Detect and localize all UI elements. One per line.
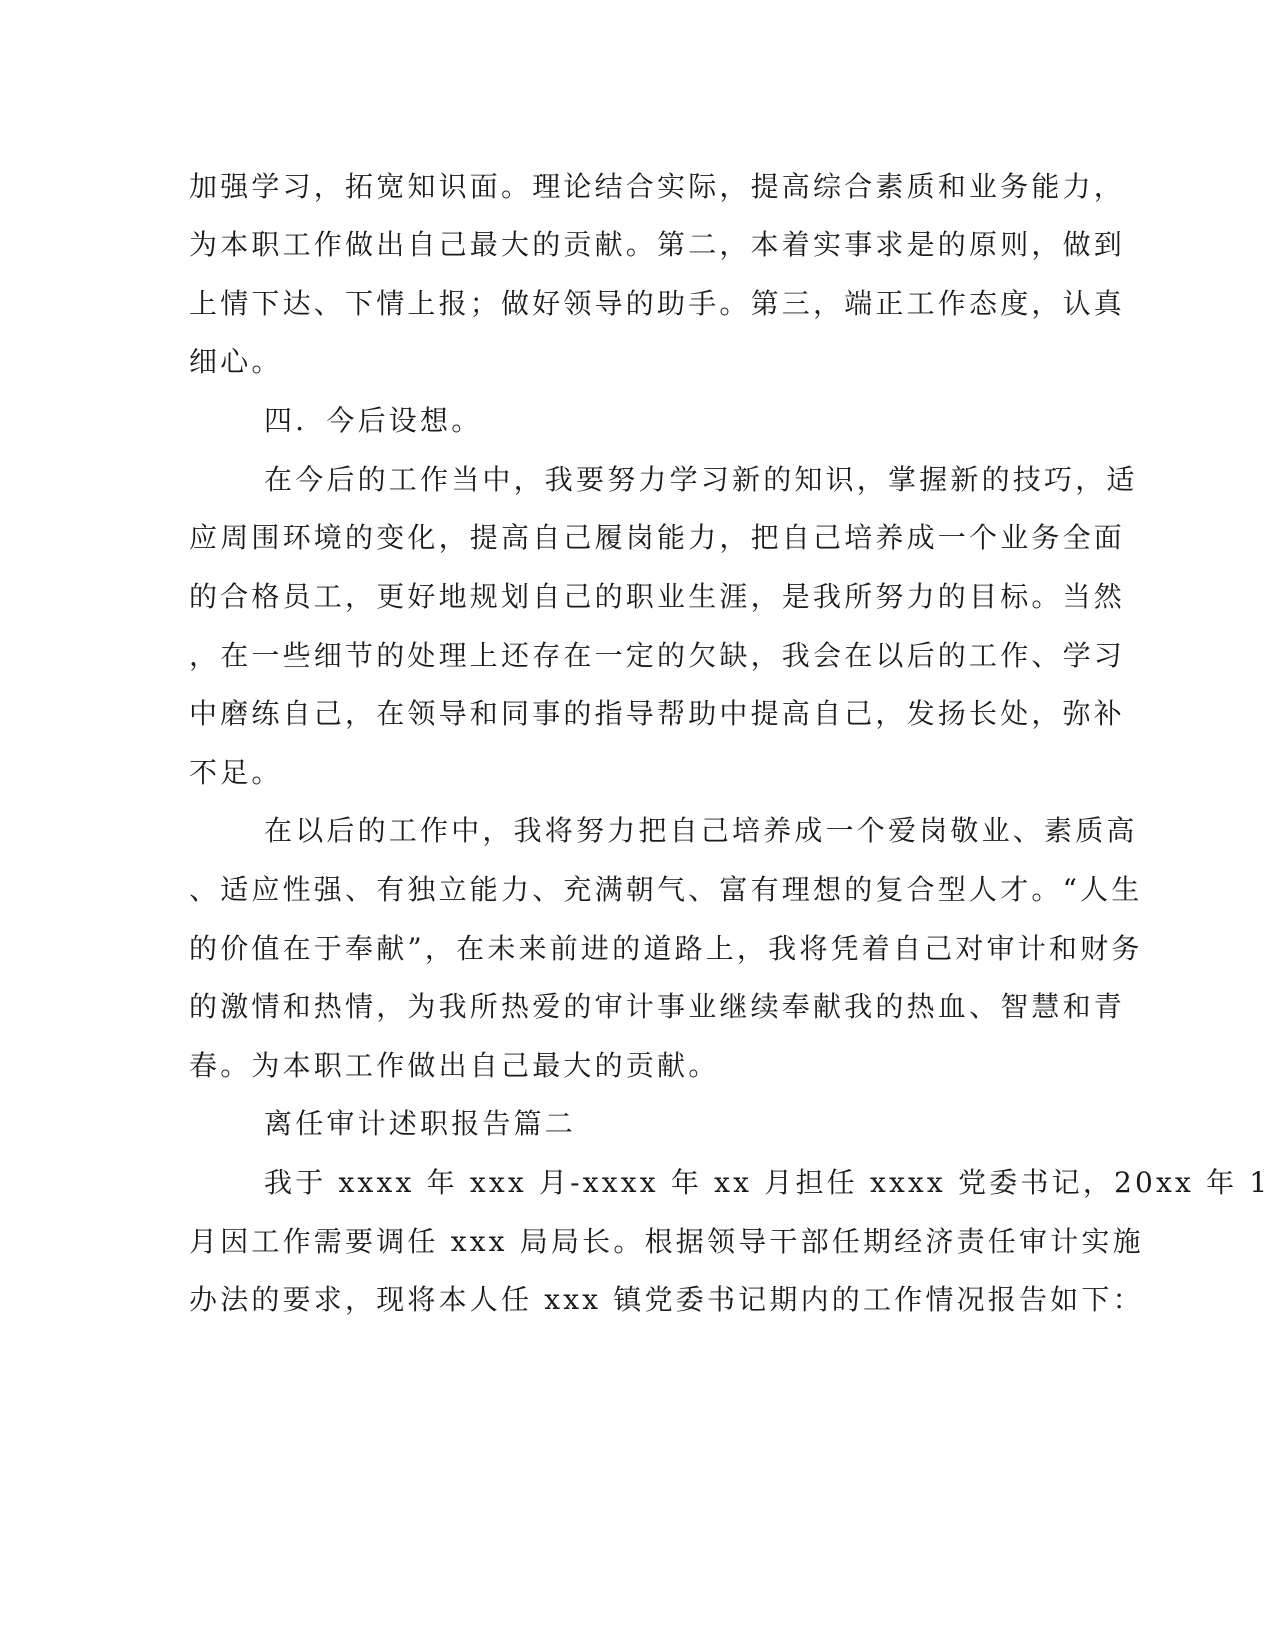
body-text-line: 为本职工作做出自己最大的贡献。第二，本着实事求是的原则，做到	[189, 228, 1126, 261]
body-text-line: 的激情和热情，为我所热爱的审计事业继续奉献我的热血、智慧和青	[189, 990, 1126, 1023]
body-text-line: 的价值在于奉献”，在未来前进的道路上，我将凭着自己对审计和财务	[189, 932, 1143, 965]
body-text-line: 月因工作需要调任 xxx 局局长。根据领导干部任期经济责任审计实施	[189, 1225, 1144, 1258]
body-text-line: 加强学习，拓宽知识面。理论结合实际，提高综合素质和业务能力，	[189, 170, 1126, 203]
body-text-line: 的合格员工，更好地规划自己的职业生涯，是我所努力的目标。当然	[189, 580, 1126, 613]
body-text-line: 春。为本职工作做出自己最大的贡献。	[189, 1049, 720, 1082]
body-text-line: 中磨练自己，在领导和同事的指导帮助中提高自己，发扬长处，弥补	[189, 697, 1126, 730]
body-text-line: 细心。	[189, 345, 283, 378]
body-text-line: 在今后的工作当中，我要努力学习新的知识，掌握新的技巧，适	[264, 463, 1138, 496]
body-text-line: 上情下达、下情上报；做好领导的助手。第三，端正工作态度，认真	[189, 287, 1126, 320]
body-text-line: 我于 xxxx 年 xxx 月-xxxx 年 xx 月担任 xxxx 党委书记，20xx 年 1	[264, 1166, 1271, 1199]
body-text-line: 、适应性强、有独立能力、充满朝气、富有理想的复合型人才。“人生	[189, 873, 1143, 906]
body-text-line: ，在一些细节的处理上还存在一定的欠缺，我会在以后的工作、学习	[189, 639, 1126, 672]
body-text-line: 不足。	[189, 756, 283, 789]
body-text-line: 办法的要求，现将本人任 xxx 镇党委书记期内的工作情况报告如下：	[189, 1283, 1144, 1316]
section-title: 离任审计述职报告篇二	[264, 1107, 577, 1140]
body-text-line: 在以后的工作中，我将努力把自己培养成一个爱岗敬业、素质高	[264, 814, 1138, 847]
body-text-line: 应周围环境的变化，提高自己履岗能力，把自己培养成一个业务全面	[189, 521, 1126, 554]
section-heading: 四．今后设想。	[264, 404, 483, 437]
